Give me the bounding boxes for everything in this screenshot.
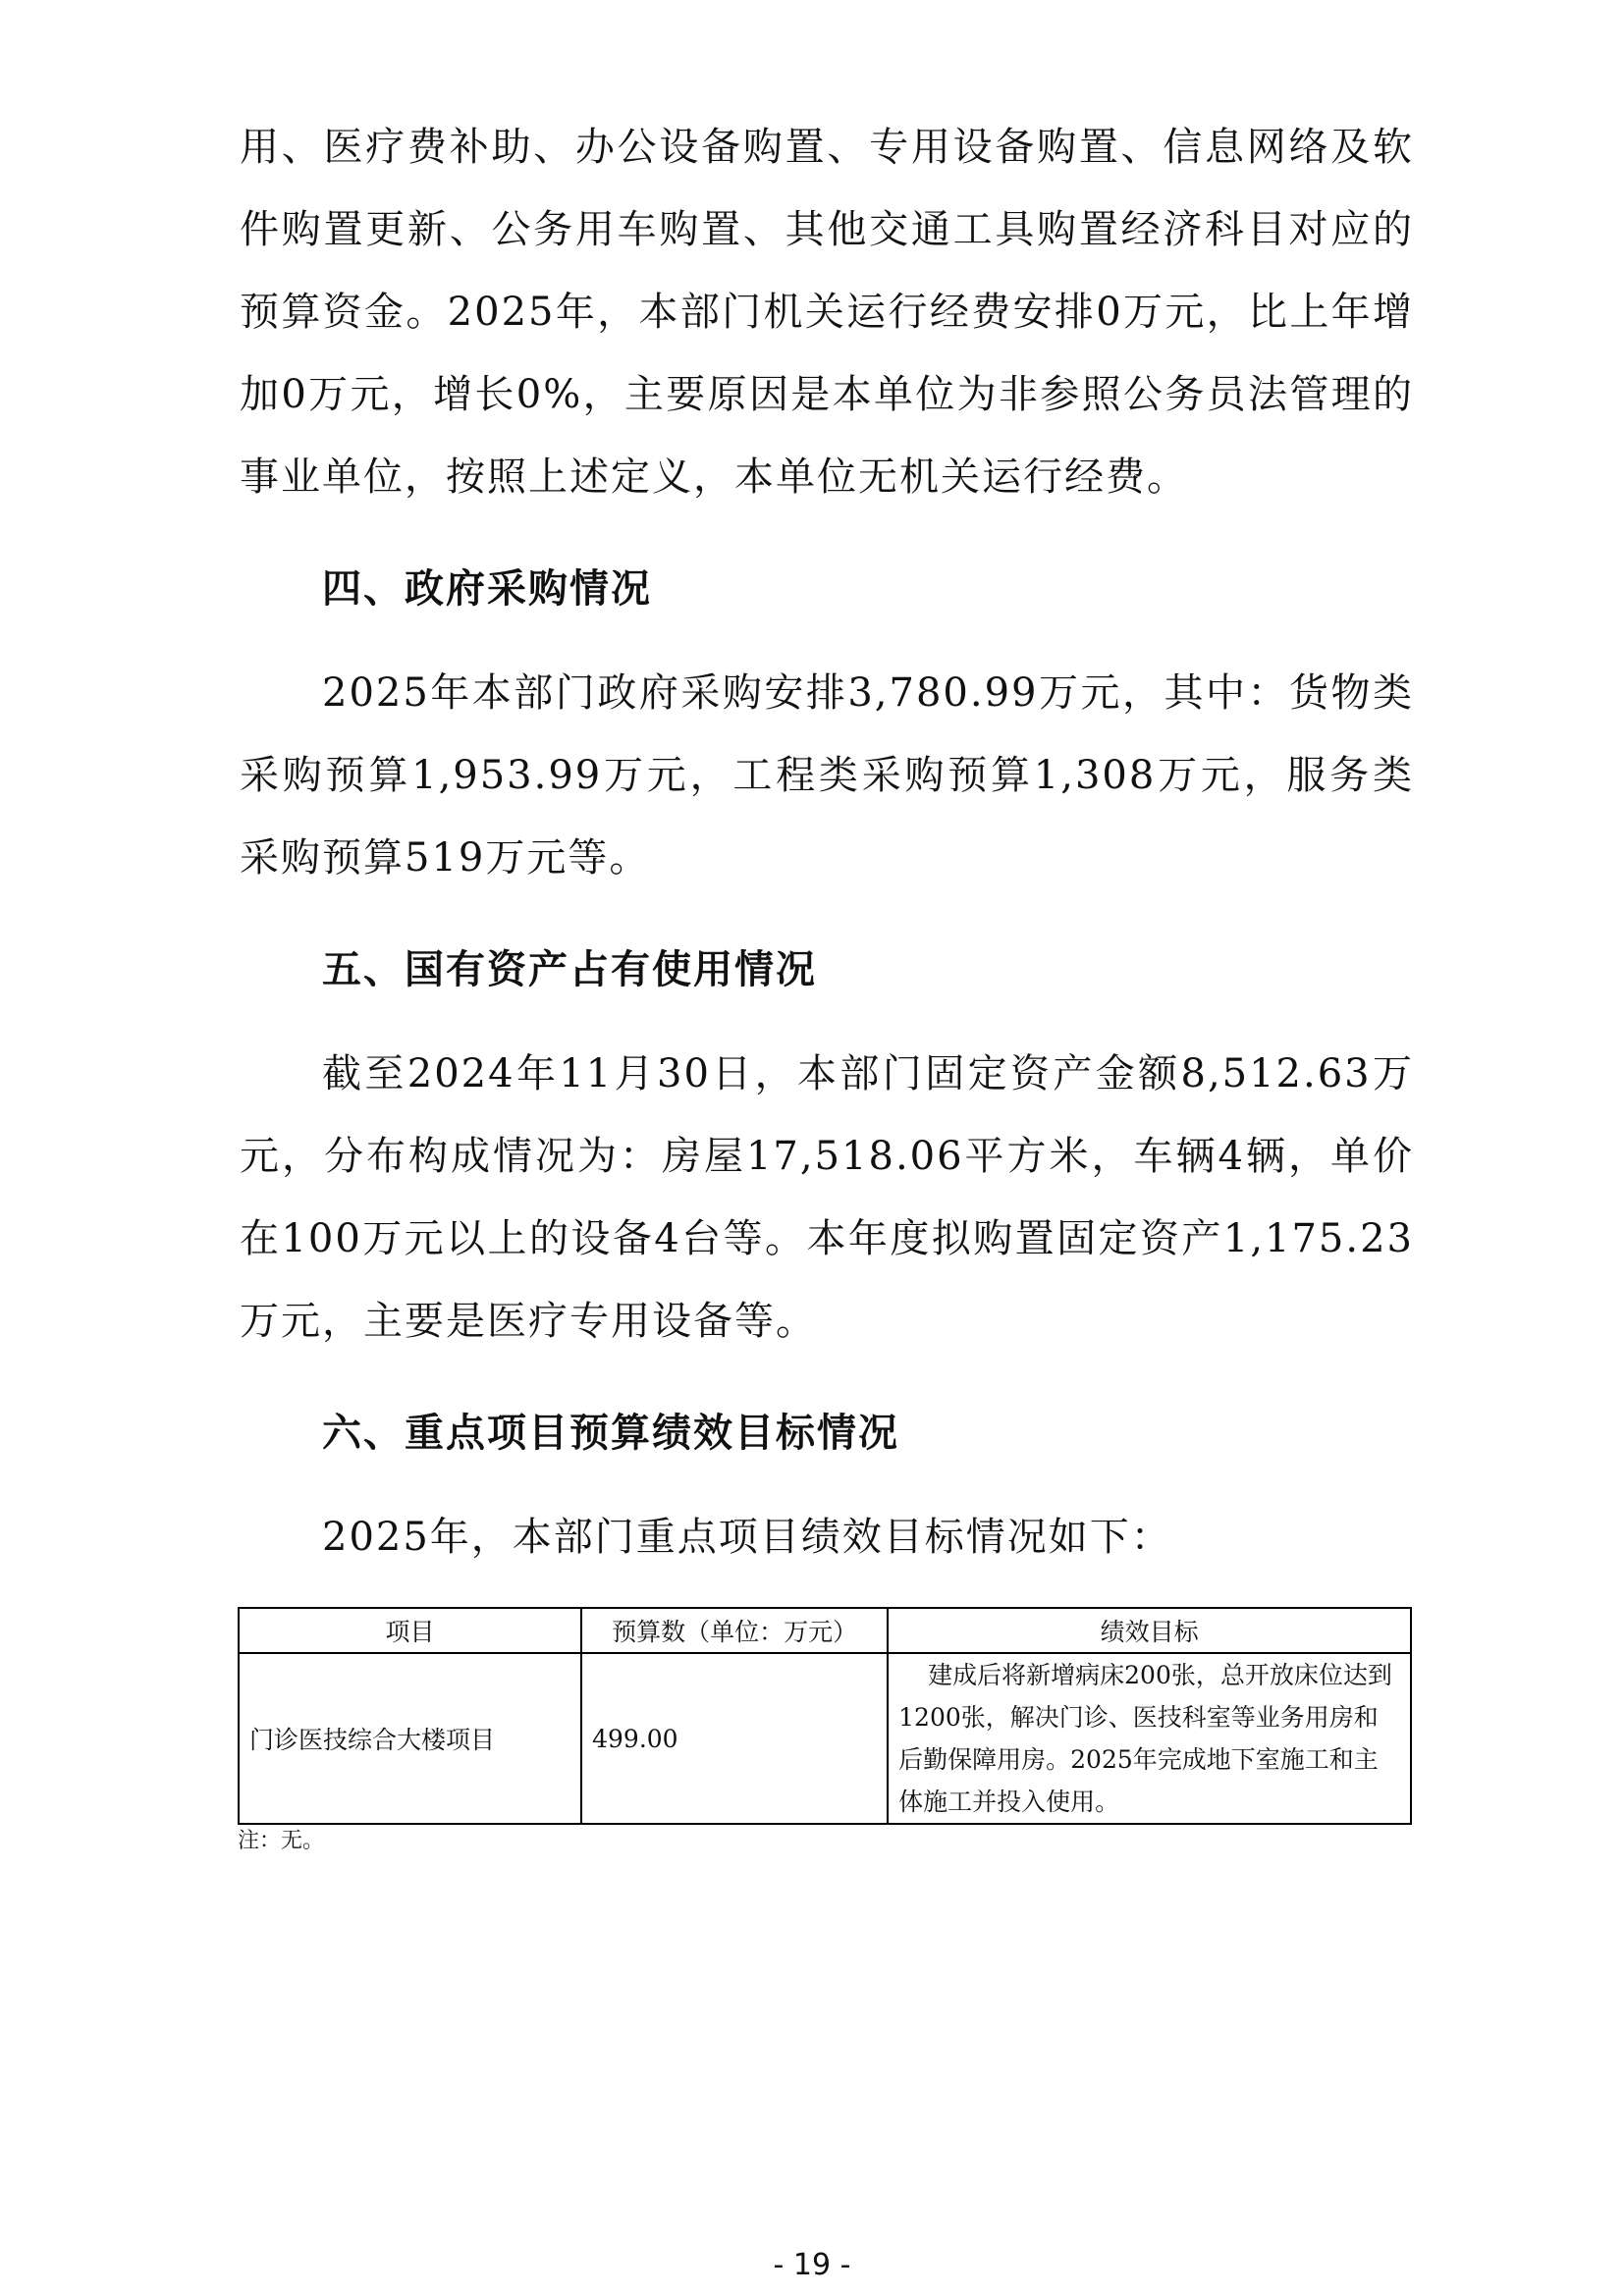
cell-performance-goal: 建成后将新增病床200张，总开放床位达到1200张，解决门诊、医技科室等业务用房和后勤保障用房。2025年完成地下室施工和主体施工并投入使用。 [888,1653,1411,1824]
page-number: - 19 - [773,2248,851,2282]
section-heading-performance-goals: 六、重点项目预算绩效目标情况 [322,1411,899,1456]
cell-project-name: 门诊医技综合大楼项目 [239,1653,581,1824]
paragraph-state-assets: 截至2024年11月30日，本部门固定资产金额8,512.63万元，分布构成情况为：房屋17,518.06平方米，车辆4辆，单价在100万元以上的设备4台等。本年度拟购置固定资产1,175.23万元，主要是医疗专用设备等。 [240,1051,1414,1344]
table-header-row [239,1608,1411,1653]
performance-table [238,1607,1412,1825]
table-note: 注：无。 [238,1829,325,1853]
column-header-project: 项目 [239,1608,581,1653]
column-header-budget: 预算数（单位：万元） [581,1608,888,1653]
paragraph-performance-intro: 2025年，本部门重点项目绩效目标情况如下： [322,1515,1172,1560]
column-header-goal: 绩效目标 [888,1608,1411,1653]
cell-budget-amount: 499.00 [581,1653,888,1824]
page-content [240,106,1414,1578]
paragraph-operating-costs: 用、医疗费补助、办公设备购置、专用设备购置、信息网络及软件购置更新、公务用车购置、其他交通工具购置经济科目对应的预算资金。2025年，本部门机关运行经费安排0万元，比上年增加0万元，增长0%，主要原因是本单位为非参照公务员法管理的事业单位，按照上述定义，本单位无机关运行经费。 [240,125,1414,500]
section-heading-state-assets: 五、国有资产占有使用情况 [322,947,817,992]
section-heading-procurement: 四、政府采购情况 [322,566,652,612]
table-row [239,1653,1411,1824]
performance-table-container [238,1607,1412,1825]
paragraph-procurement: 2025年本部门政府采购安排3,780.99万元，其中：货物类采购预算1,953.99万元，工程类采购预算1,308万元，服务类采购预算519万元等。 [240,670,1414,881]
